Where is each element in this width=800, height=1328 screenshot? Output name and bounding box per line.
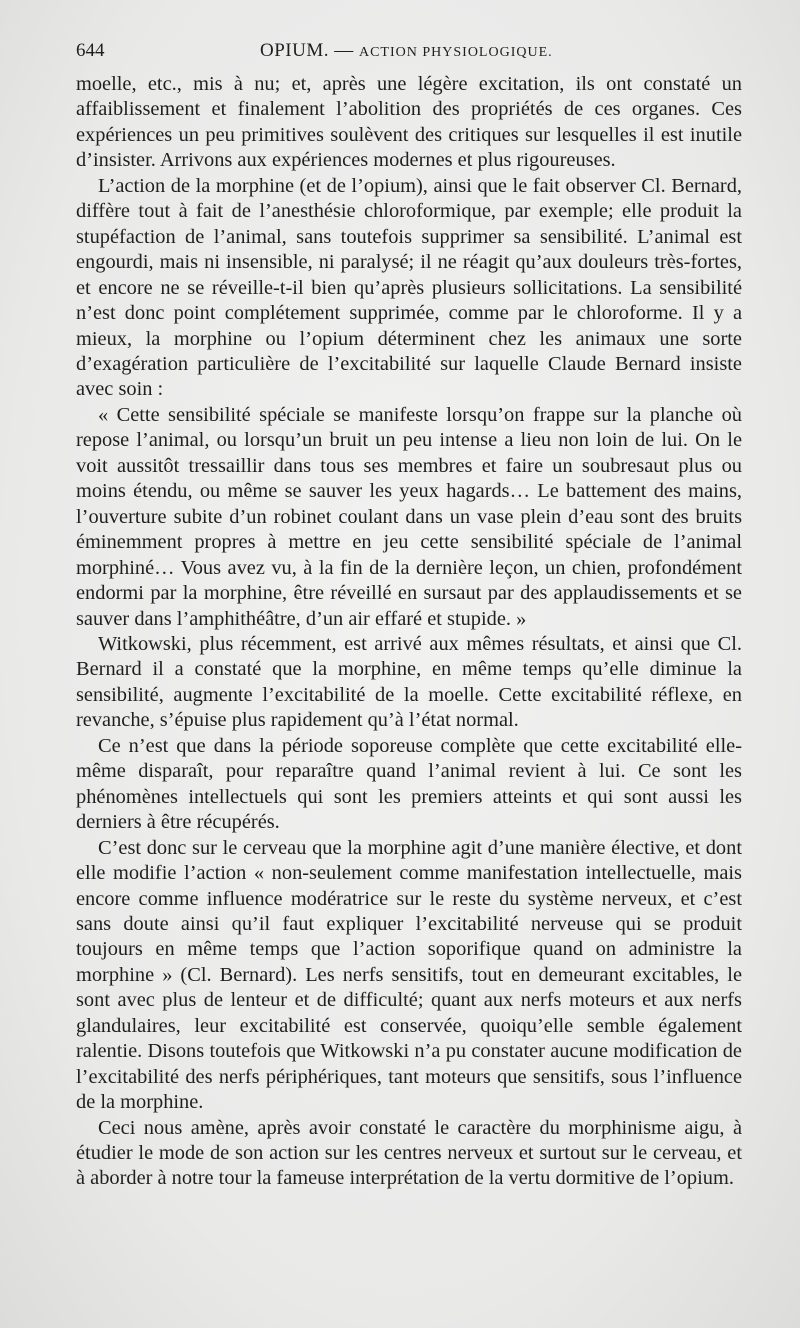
running-title-sub: ACTION PHYSIOLOGIQUE. (358, 45, 553, 60)
paragraph-1: moelle, etc., mis à nu; et, après une légère excitation, ils ont constaté un affaiblissement et finalement l’abolition des propriétés de ces organes. Ces expériences un peu primitives soulèvent des critiques sur lesquelles il est inutile d’insister. Arrivons aux expériences modernes et plus rigoureuses. (76, 73, 742, 172)
paragraph-7: Ceci nous amène, après avoir constaté le caractère du morphinisme aigu, à étudier le mode de son action sur les centres nerveux et surtout sur le cerveau, et à aborder à notre tour la fameuse interprétation de la vertu dormitive de l’opium. (76, 1116, 742, 1190)
paragraph-6: C’est donc sur le cerveau que la morphine agit d’une manière élective, et dont elle modifie l’action « non-seulement comme manifestation intellectuelle, mais encore comme influence modératrice sur le reste du système nerveux, et c’est sans doute ainsi qu’il faut expliquer l’excitabilité nerveuse qui se produit toujours en même temps que l’action soporifique quand on administre la morphine » (Cl. Bernard). Les nerfs sensitifs, tout en demeurant excitables, le sont avec plus de lenteur et de difficulté; quant aux nerfs moteurs et aux nerfs glandulaires, leur excitabilité est conservée, quoiqu’elle semble également ralentie. Disons toutefois que Witkowski n’a pu constater aucune modification de l’excitabilité des nerfs périphériques, tant moteurs que sensitifs, sous l’influence de la morphine. (76, 836, 742, 1114)
running-title-main: OPIUM. — (260, 40, 354, 61)
running-title (260, 40, 553, 62)
paragraph-4: Witkowski, plus récemment, est arrivé aux mêmes résultats, et ainsi que Cl. Bernard il a constaté que la morphine, en même temps qu’elle diminue la sensibilité, augmente l’excitabilité de la moelle. Cette excitabilité réflexe, en revanche, s’épuise plus rapidement qu’à l’état normal. (76, 632, 742, 732)
paragraph-5: Ce n’est que dans la période soporeuse complète que cette excitabilité elle-même disparaît, pour reparaître quand l’animal revient à lui. Ce sont les phénomènes intellectuels qui sont les premiers atteints et qui sont aussi les derniers à être récupérés. (76, 734, 742, 834)
page-number: 644 (76, 40, 105, 61)
paragraph-3-quote: « Cette sensibilité spéciale se manifeste lorsqu’on frappe sur la planche où repose l’animal, ou lorsqu’un bruit un peu intense a lieu non loin de lui. On le voit aussitôt tressaillir dans tous ses membres et faire un soubresaut plus ou moins étendu, ou même se sauver les yeux hagards… Le battement des mains, l’ouverture subite d’un robinet coulant dans un vase plein d’eau sont des bruits éminemment propres à mettre en jeu cette sensibilité spéciale de l’animal morphiné… Vous avez vu, à la fin de la dernière leçon, un chien, profondément endormi par la morphine, être réveillé en sursaut par des applaudissements et se sauver dans l’amphithéâtre, d’un air effaré et stupide. » (76, 403, 742, 630)
running-header (76, 40, 736, 68)
body-text (76, 72, 742, 1192)
paragraph-2: L’action de la morphine (et de l’opium), ainsi que le fait observer Cl. Bernard, diffère tout à fait de l’anesthésie chloroformique, par exemple; elle produit la stupéfaction de l’animal, sans toutefois supprimer sa sensibilité. L’animal est engourdi, mais ni insensible, ni paralysé; il ne réagit qu’aux douleurs très-fortes, et encore ne se réveille-t-il bien qu’après plusieurs sollicitations. La sensibilité n’est donc point complétement supprimée, comme par le chloroforme. Il y a mieux, la morphine ou l’opium déterminent chez les animaux une sorte d’exagération particulière de l’excitabilité sur laquelle Claude Bernard insiste avec soin : (76, 174, 742, 401)
